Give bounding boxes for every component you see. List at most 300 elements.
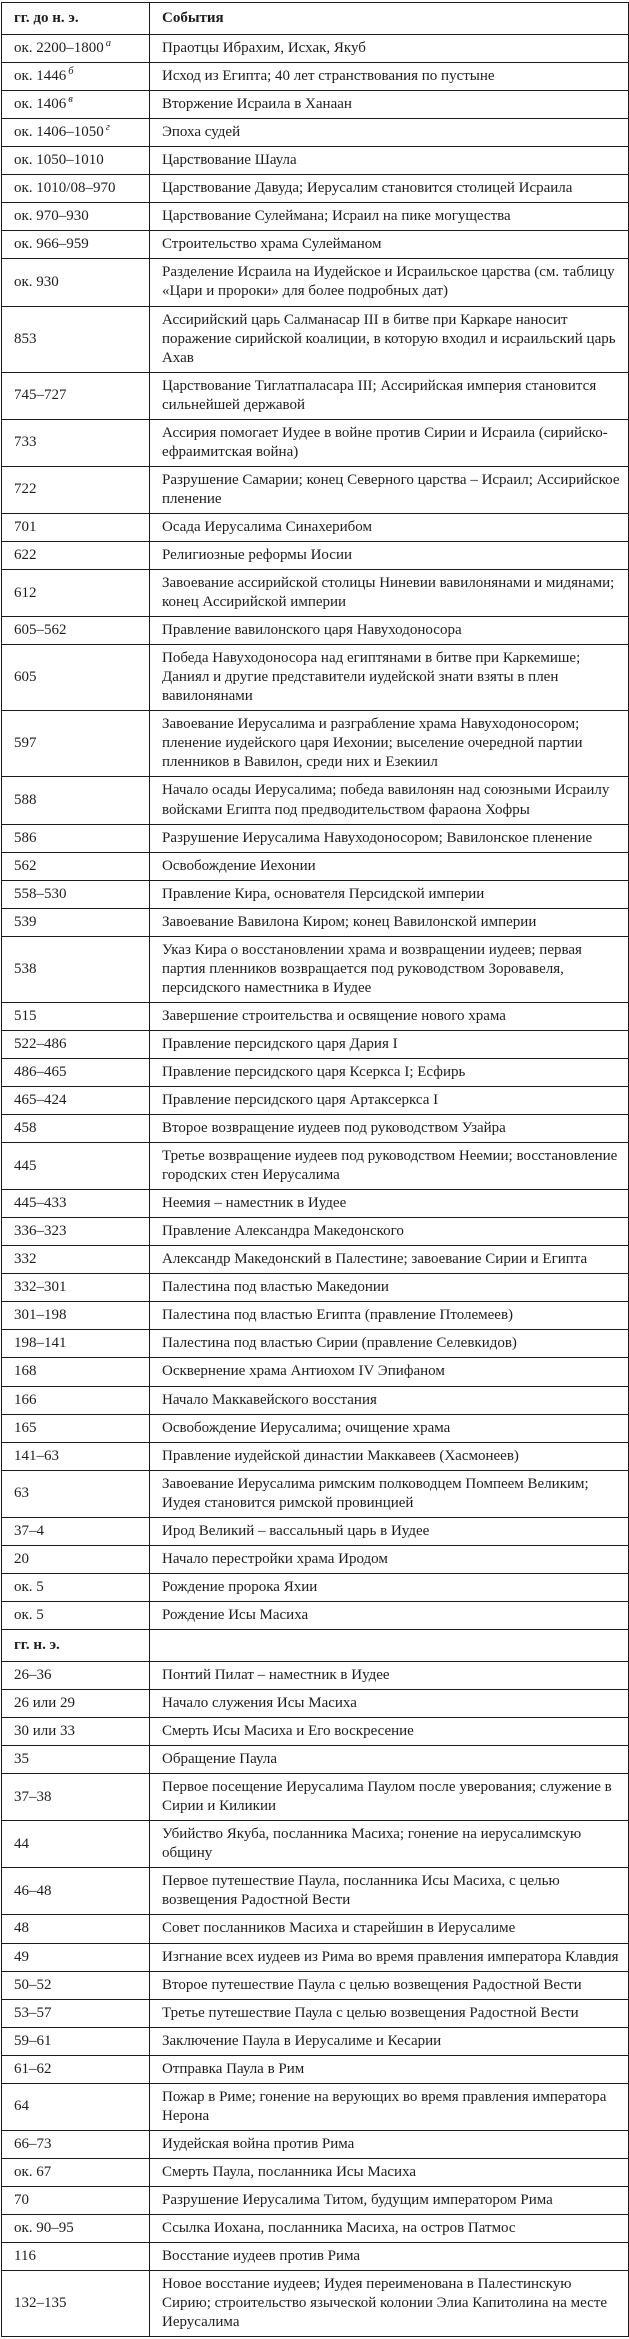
event-cell (150, 1246, 629, 1274)
event-cell (150, 1143, 629, 1190)
event-cell (150, 1915, 629, 1943)
years-cell (2, 1087, 150, 1115)
years-text: 198–141 (14, 1335, 67, 1352)
years-text: 588 (14, 791, 37, 808)
years-text: 486–465 (14, 1063, 67, 1080)
years-cell (2, 91, 150, 119)
table-row (2, 1414, 629, 1442)
years-text: 141–63 (14, 1447, 59, 1464)
table-row (2, 119, 629, 147)
years-text: 853 (14, 330, 37, 347)
table-row (2, 1330, 629, 1358)
event-cell (150, 2083, 629, 2130)
event-text: Восстание иудеев против Рима (162, 2248, 361, 2265)
event-text: Смерть Паула, посланника Исы Масиха (162, 2163, 417, 2180)
event-cell (150, 2027, 629, 2055)
years-cell (2, 1058, 150, 1086)
years-text: 35 (14, 1751, 29, 1768)
years-text: 44 (14, 1835, 29, 1852)
table-row (2, 306, 629, 372)
years-cell (2, 203, 150, 231)
table-row (2, 824, 629, 852)
event-cell (150, 645, 629, 711)
years-cell (2, 777, 150, 824)
table-row (2, 1943, 629, 1971)
event-cell (150, 777, 629, 824)
event-cell (150, 1218, 629, 1246)
years-cell (2, 259, 150, 306)
event-text: Завоевание Иерусалима и разграбление храма Навуходоносором; пленение иудейского царя Иехонии; выселение очередной партии пленников в Вавилон, среди них и Езекиил (162, 716, 583, 771)
table-row (2, 1662, 629, 1690)
event-text: Начало осады Иерусалима; победа вавилонян над союзными Исраилу войсками Египта под предводительством фараона Хофры (162, 782, 610, 818)
years-cell (2, 1115, 150, 1143)
years-text: 733 (14, 434, 37, 451)
table-row (2, 1386, 629, 1414)
event-text: Указ Кира о восстановлении храма и возвращении иудеев; первая партия пленников возвращается под руководством Зоровавеля, персидского наместника в Иудее (162, 941, 582, 996)
table-row (2, 1002, 629, 1030)
years-cell (2, 1517, 150, 1545)
table-row (2, 1629, 629, 1661)
event-text: Ассирийский царь Салманасар III в битве при Каркаре наносит поражение сирийской коалиции, в которую входил и исраильский царь Ахав (162, 311, 616, 366)
event-text: Третье возвращение иудеев под руководством Неемии; восстановление городских стен Иерусалима (162, 1148, 618, 1184)
years-text: ок. 5 (14, 1606, 44, 1623)
table-row (2, 259, 629, 306)
table-row (2, 1915, 629, 1943)
years-text: 66–73 (14, 2135, 52, 2152)
event-text: Правление вавилонского царя Навуходоносора (162, 622, 462, 639)
table-row (2, 2271, 629, 2337)
years-text: 37–4 (14, 1522, 44, 1539)
table-row (2, 2055, 629, 2083)
years-text: 701 (14, 518, 37, 535)
table-row (2, 419, 629, 466)
event-cell (150, 1545, 629, 1573)
years-text: ок. 1406 (14, 96, 67, 113)
years-cell (2, 2083, 150, 2130)
event-text: Разрушение Иерусалима Навуходоносором; Вавилонское пленение (162, 829, 593, 846)
footnote-marker: г (105, 122, 110, 134)
event-cell (150, 147, 629, 175)
event-cell (150, 711, 629, 777)
event-cell (150, 1517, 629, 1545)
table-row (2, 1143, 629, 1190)
years-cell (2, 1868, 150, 1915)
years-text: ок. 970–930 (14, 208, 89, 225)
table-row (2, 1868, 629, 1915)
years-text: ок. 1446 (14, 68, 67, 85)
years-text: 558–530 (14, 885, 67, 902)
table-row (2, 1302, 629, 1330)
table-row (2, 1690, 629, 1718)
event-text: Завоевание Вавилона Киром; конец Вавилонской империи (162, 913, 537, 930)
years-cell (2, 175, 150, 203)
event-cell (150, 306, 629, 372)
event-text: Разрушение Иерусалима Титом, будущим императором Рима (162, 2191, 553, 2208)
table-header (2, 3, 629, 35)
years-text: ок. 1050–1010 (14, 152, 104, 169)
table-row (2, 203, 629, 231)
event-text: Обращение Паула (162, 1751, 278, 1768)
years-text: 586 (14, 829, 37, 846)
years-text: 20 (14, 1550, 29, 1567)
event-cell (150, 1470, 629, 1517)
years-text: 605–562 (14, 622, 67, 639)
event-cell (150, 908, 629, 936)
years-cell (2, 824, 150, 852)
event-text: Строительство храма Сулейманом (162, 236, 382, 253)
event-text: Пожар в Риме; гонение на верующих во время правления императора Нерона (162, 2088, 607, 2124)
years-cell (2, 1746, 150, 1774)
event-cell (150, 1030, 629, 1058)
event-cell (150, 1358, 629, 1386)
table-row (2, 908, 629, 936)
event-text: Понтий Пилат – наместник в Иудее (162, 1667, 390, 1683)
years-text: 49 (14, 1948, 29, 1965)
years-text: 166 (14, 1391, 37, 1408)
event-text: Освобождение Иехонии (162, 857, 316, 874)
years-text: 538 (14, 960, 37, 977)
event-cell (150, 1868, 629, 1915)
chronology-table (1, 2, 629, 2337)
table-row (2, 645, 629, 711)
event-cell (150, 852, 629, 880)
table-row (2, 777, 629, 824)
years-text: 53–57 (14, 2004, 52, 2021)
table-row (2, 2158, 629, 2186)
table-row (2, 852, 629, 880)
years-cell (2, 908, 150, 936)
event-cell (150, 466, 629, 513)
years-cell (2, 1330, 150, 1358)
table-row (2, 1971, 629, 1999)
event-cell (150, 231, 629, 259)
table-row (2, 466, 629, 513)
table-row (2, 1601, 629, 1629)
table-row (2, 1246, 629, 1274)
event-cell (150, 1274, 629, 1302)
years-cell (2, 1999, 150, 2027)
event-cell (150, 1718, 629, 1746)
years-cell (2, 936, 150, 1002)
event-text: Осквернение храма Антиохом IV Эпифаном (162, 1363, 445, 1380)
years-cell (2, 1774, 150, 1821)
years-text: 515 (14, 1007, 37, 1024)
years-cell (2, 419, 150, 466)
event-text: Палестина под властью Македонии (162, 1279, 389, 1296)
event-text: Завоевание Иерусалима римским полководцем Помпеем Великим; Иудея становится римской провинцией (162, 1475, 589, 1511)
column-header-years: гг. до н. э. (2, 3, 150, 35)
event-cell (150, 1115, 629, 1143)
years-text: 622 (14, 546, 37, 563)
event-cell (150, 2271, 629, 2337)
event-text: Отправка Паула в Рим (162, 2060, 305, 2077)
years-cell (2, 1690, 150, 1718)
table-row (2, 513, 629, 541)
event-cell (150, 1821, 629, 1868)
years-cell (2, 2271, 150, 2337)
event-cell (150, 1087, 629, 1115)
years-text: 465–424 (14, 1092, 67, 1109)
years-cell (2, 1718, 150, 1746)
years-cell (2, 1386, 150, 1414)
years-cell (2, 63, 150, 91)
table-row (2, 2083, 629, 2130)
years-cell (2, 1442, 150, 1470)
event-text: Исход из Египта; 40 лет странствования по пустыне (162, 68, 495, 85)
years-text: 722 (14, 481, 37, 498)
event-text: Царствование Тиглатпаласара III; Ассирийская империя становится сильнейшей державой (162, 377, 597, 413)
event-text: Изгнание всех иудеев из Рима во время правления императора Клавдия (162, 1948, 619, 1965)
event-text: Неемия – наместник в Иудее (162, 1195, 347, 1212)
event-cell (150, 1302, 629, 1330)
event-text: Рождение Исы Масиха (162, 1606, 309, 1623)
event-cell (150, 91, 629, 119)
event-text: Александр Македонский в Палестине; завоевание Сирии и Египта (162, 1251, 588, 1268)
event-text: Правление Кира, основателя Персидской империи (162, 885, 485, 902)
years-text: 26 или 29 (14, 1695, 76, 1712)
years-cell (2, 2027, 150, 2055)
table-row (2, 570, 629, 617)
years-text: 46–48 (14, 1882, 52, 1899)
years-text: 168 (14, 1363, 37, 1380)
years-cell (2, 1190, 150, 1218)
footnote-marker: а (105, 38, 112, 50)
years-cell (2, 852, 150, 880)
table-row (2, 175, 629, 203)
years-cell (2, 1030, 150, 1058)
table-row (2, 1058, 629, 1086)
years-cell (2, 119, 150, 147)
event-cell (150, 1002, 629, 1030)
years-text: 605 (14, 669, 37, 686)
years-text: ок. 67 (14, 2163, 52, 2180)
years-cell (2, 2186, 150, 2214)
table-row (2, 1999, 629, 2027)
table-row (2, 1030, 629, 1058)
table-row (2, 1821, 629, 1868)
event-cell (150, 35, 629, 63)
years-cell (2, 1002, 150, 1030)
years-text: 336–323 (14, 1223, 67, 1240)
event-text: Осада Иерусалима Синахерибом (162, 518, 372, 535)
column-header-events: События (150, 3, 629, 35)
event-text: Иудейская война против Рима (162, 2135, 355, 2152)
event-cell (150, 1943, 629, 1971)
table-row (2, 231, 629, 259)
event-cell (150, 63, 629, 91)
years-text: 745–727 (14, 387, 67, 404)
event-text: Второе путешествие Паула с целью возвещения Радостной Вести (162, 1976, 582, 1993)
footnote-marker: б (68, 66, 74, 78)
event-text: Убийство Якуба, посланника Масиха; гонение на иерусалимскую общину (162, 1826, 582, 1862)
years-cell (2, 1629, 150, 1661)
event-text: Правление персидского царя Дария I (162, 1035, 398, 1052)
years-text: 116 (14, 2248, 36, 2265)
event-cell (150, 1442, 629, 1470)
event-text: Новое восстание иудеев; Иудея переименована в Палестинскую Сирию; строительство языческой колонии Элиа Капитолина на месте Иерусалима (162, 2276, 608, 2331)
years-text: ок. 2200–1800 (14, 40, 104, 57)
years-cell (2, 570, 150, 617)
years-cell (2, 1274, 150, 1302)
event-text: Рождение пророка Яхии (162, 1578, 318, 1595)
years-text: ок. 1406–1050 (14, 124, 104, 141)
years-cell (2, 1246, 150, 1274)
years-cell (2, 1601, 150, 1629)
years-text: 458 (14, 1120, 37, 1137)
event-text: Эпоха судей (162, 124, 241, 141)
event-cell (150, 880, 629, 908)
event-text: Ирод Великий – вассальный царь в Иудее (162, 1522, 430, 1539)
event-text: Начало перестройки храма Иродом (162, 1550, 388, 1567)
years-text: 165 (14, 1419, 37, 1436)
years-cell (2, 2130, 150, 2158)
event-text: Царствование Давуда; Иерусалим становится столицей Исраила (162, 180, 573, 197)
years-text: гг. н. э. (14, 1636, 60, 1653)
event-text: Разрушение Самарии; конец Северного царства – Исраил; Ассирийское пленение (162, 471, 620, 507)
event-text: Заключение Паула в Иерусалиме и Кесарии (162, 2032, 442, 2049)
years-cell (2, 372, 150, 419)
event-cell (150, 541, 629, 569)
years-cell (2, 466, 150, 513)
event-cell (150, 2055, 629, 2083)
event-cell (150, 1573, 629, 1601)
years-cell (2, 645, 150, 711)
years-cell (2, 1470, 150, 1517)
years-text: 50–52 (14, 1976, 52, 1993)
years-cell (2, 513, 150, 541)
years-text: 539 (14, 913, 37, 930)
table-row (2, 2130, 629, 2158)
table-row (2, 1190, 629, 1218)
years-cell (2, 2158, 150, 2186)
table-row (2, 2214, 629, 2242)
years-cell (2, 1302, 150, 1330)
table-row (2, 2243, 629, 2271)
event-cell (150, 2130, 629, 2158)
event-text: Смерть Исы Масиха и Его воскресение (162, 1723, 414, 1740)
table-body (2, 35, 629, 2337)
event-text: Правление персидского царя Ксеркса I; Есфирь (162, 1063, 466, 1080)
years-cell (2, 2243, 150, 2271)
years-cell (2, 306, 150, 372)
years-cell (2, 2055, 150, 2083)
years-text: 37–38 (14, 1788, 52, 1805)
event-text: Ссылка Иохана, посланника Масиха, на остров Патмос (162, 2219, 516, 2236)
event-cell (150, 1662, 629, 1690)
event-text: Царствование Сулеймана; Исраил на пике могущества (162, 208, 511, 225)
years-cell (2, 1573, 150, 1601)
years-cell (2, 35, 150, 63)
years-text: ок. 966–959 (14, 236, 89, 253)
table-row (2, 1274, 629, 1302)
event-cell (150, 1629, 629, 1661)
event-text: Начало Маккавейского восстания (162, 1391, 377, 1408)
event-cell (150, 1190, 629, 1218)
table-row (2, 1746, 629, 1774)
years-text: 612 (14, 584, 37, 601)
event-text: Разделение Исраила на Иудейское и Исраильское царства (см. таблицу «Цари и пророки» для более подробных дат) (162, 264, 615, 300)
table-row (2, 372, 629, 419)
years-text: 562 (14, 857, 37, 874)
event-text: Второе возвращение иудеев под руководством Узайра (162, 1120, 506, 1137)
table-row (2, 91, 629, 119)
years-cell (2, 880, 150, 908)
years-text: 63 (14, 1485, 29, 1502)
event-text: Третье путешествие Паула с целью возвещения Радостной Вести (162, 2004, 579, 2021)
event-cell (150, 1746, 629, 1774)
years-text: ок. 5 (14, 1578, 44, 1595)
table-row (2, 1442, 629, 1470)
years-text: 61–62 (14, 2060, 52, 2077)
header-row (2, 3, 629, 35)
years-text: 70 (14, 2191, 29, 2208)
years-cell (2, 1218, 150, 1246)
event-text: Освобождение Иерусалима; очищение храма (162, 1419, 451, 1436)
event-cell (150, 2186, 629, 2214)
event-cell (150, 617, 629, 645)
years-text: 59–61 (14, 2032, 52, 2049)
years-text: 445–433 (14, 1195, 67, 1212)
table-row (2, 1087, 629, 1115)
years-cell (2, 1662, 150, 1690)
event-cell (150, 1386, 629, 1414)
event-cell (150, 259, 629, 306)
table-row (2, 147, 629, 175)
table-row (2, 1218, 629, 1246)
table-row (2, 541, 629, 569)
event-text: Начало служения Исы Масиха (162, 1695, 357, 1712)
table-row (2, 1774, 629, 1821)
event-cell (150, 175, 629, 203)
event-cell (150, 1330, 629, 1358)
years-text: 597 (14, 735, 37, 752)
event-text: Ассирия помогает Иудее в войне против Сирии и Исраила (сирийско-ефраимитская война) (162, 424, 608, 460)
years-text: 522–486 (14, 1035, 67, 1052)
event-cell (150, 936, 629, 1002)
years-cell (2, 1821, 150, 1868)
table-row (2, 711, 629, 777)
years-text: 332–301 (14, 1279, 67, 1296)
years-cell (2, 2214, 150, 2242)
event-text: Правление иудейской династии Маккавеев (Хасмонеев) (162, 1447, 519, 1464)
years-text: ок. 90–95 (14, 2219, 74, 2236)
event-cell (150, 513, 629, 541)
table-row (2, 1115, 629, 1143)
event-cell (150, 372, 629, 419)
table-row (2, 1517, 629, 1545)
table-row (2, 63, 629, 91)
event-cell (150, 2214, 629, 2242)
years-cell (2, 231, 150, 259)
event-cell (150, 1999, 629, 2027)
years-text: 64 (14, 2098, 29, 2115)
years-text: 132–135 (14, 2295, 67, 2312)
event-text: Первое путешествие Паула, посланника Исы Масиха, с целью возвещения Радостной Вести (162, 1873, 560, 1909)
table-row (2, 2186, 629, 2214)
years-cell (2, 1915, 150, 1943)
table-row (2, 1573, 629, 1601)
event-cell (150, 1971, 629, 1999)
event-cell (150, 1774, 629, 1821)
event-cell (150, 1058, 629, 1086)
event-cell (150, 824, 629, 852)
event-text: Первое посещение Иерусалима Паулом после уверования; служение в Сирии и Киликии (162, 1779, 612, 1815)
event-cell (150, 2243, 629, 2271)
years-cell (2, 1943, 150, 1971)
event-text: Победа Навуходоносора над египтянами в битве при Каркемише; Даниял и другие представители иудейской знати взяты в плен вавилонянами (162, 650, 581, 705)
years-text: 26–36 (14, 1667, 52, 1683)
event-text: Палестина под властью Египта (правление Птолемеев) (162, 1307, 514, 1324)
